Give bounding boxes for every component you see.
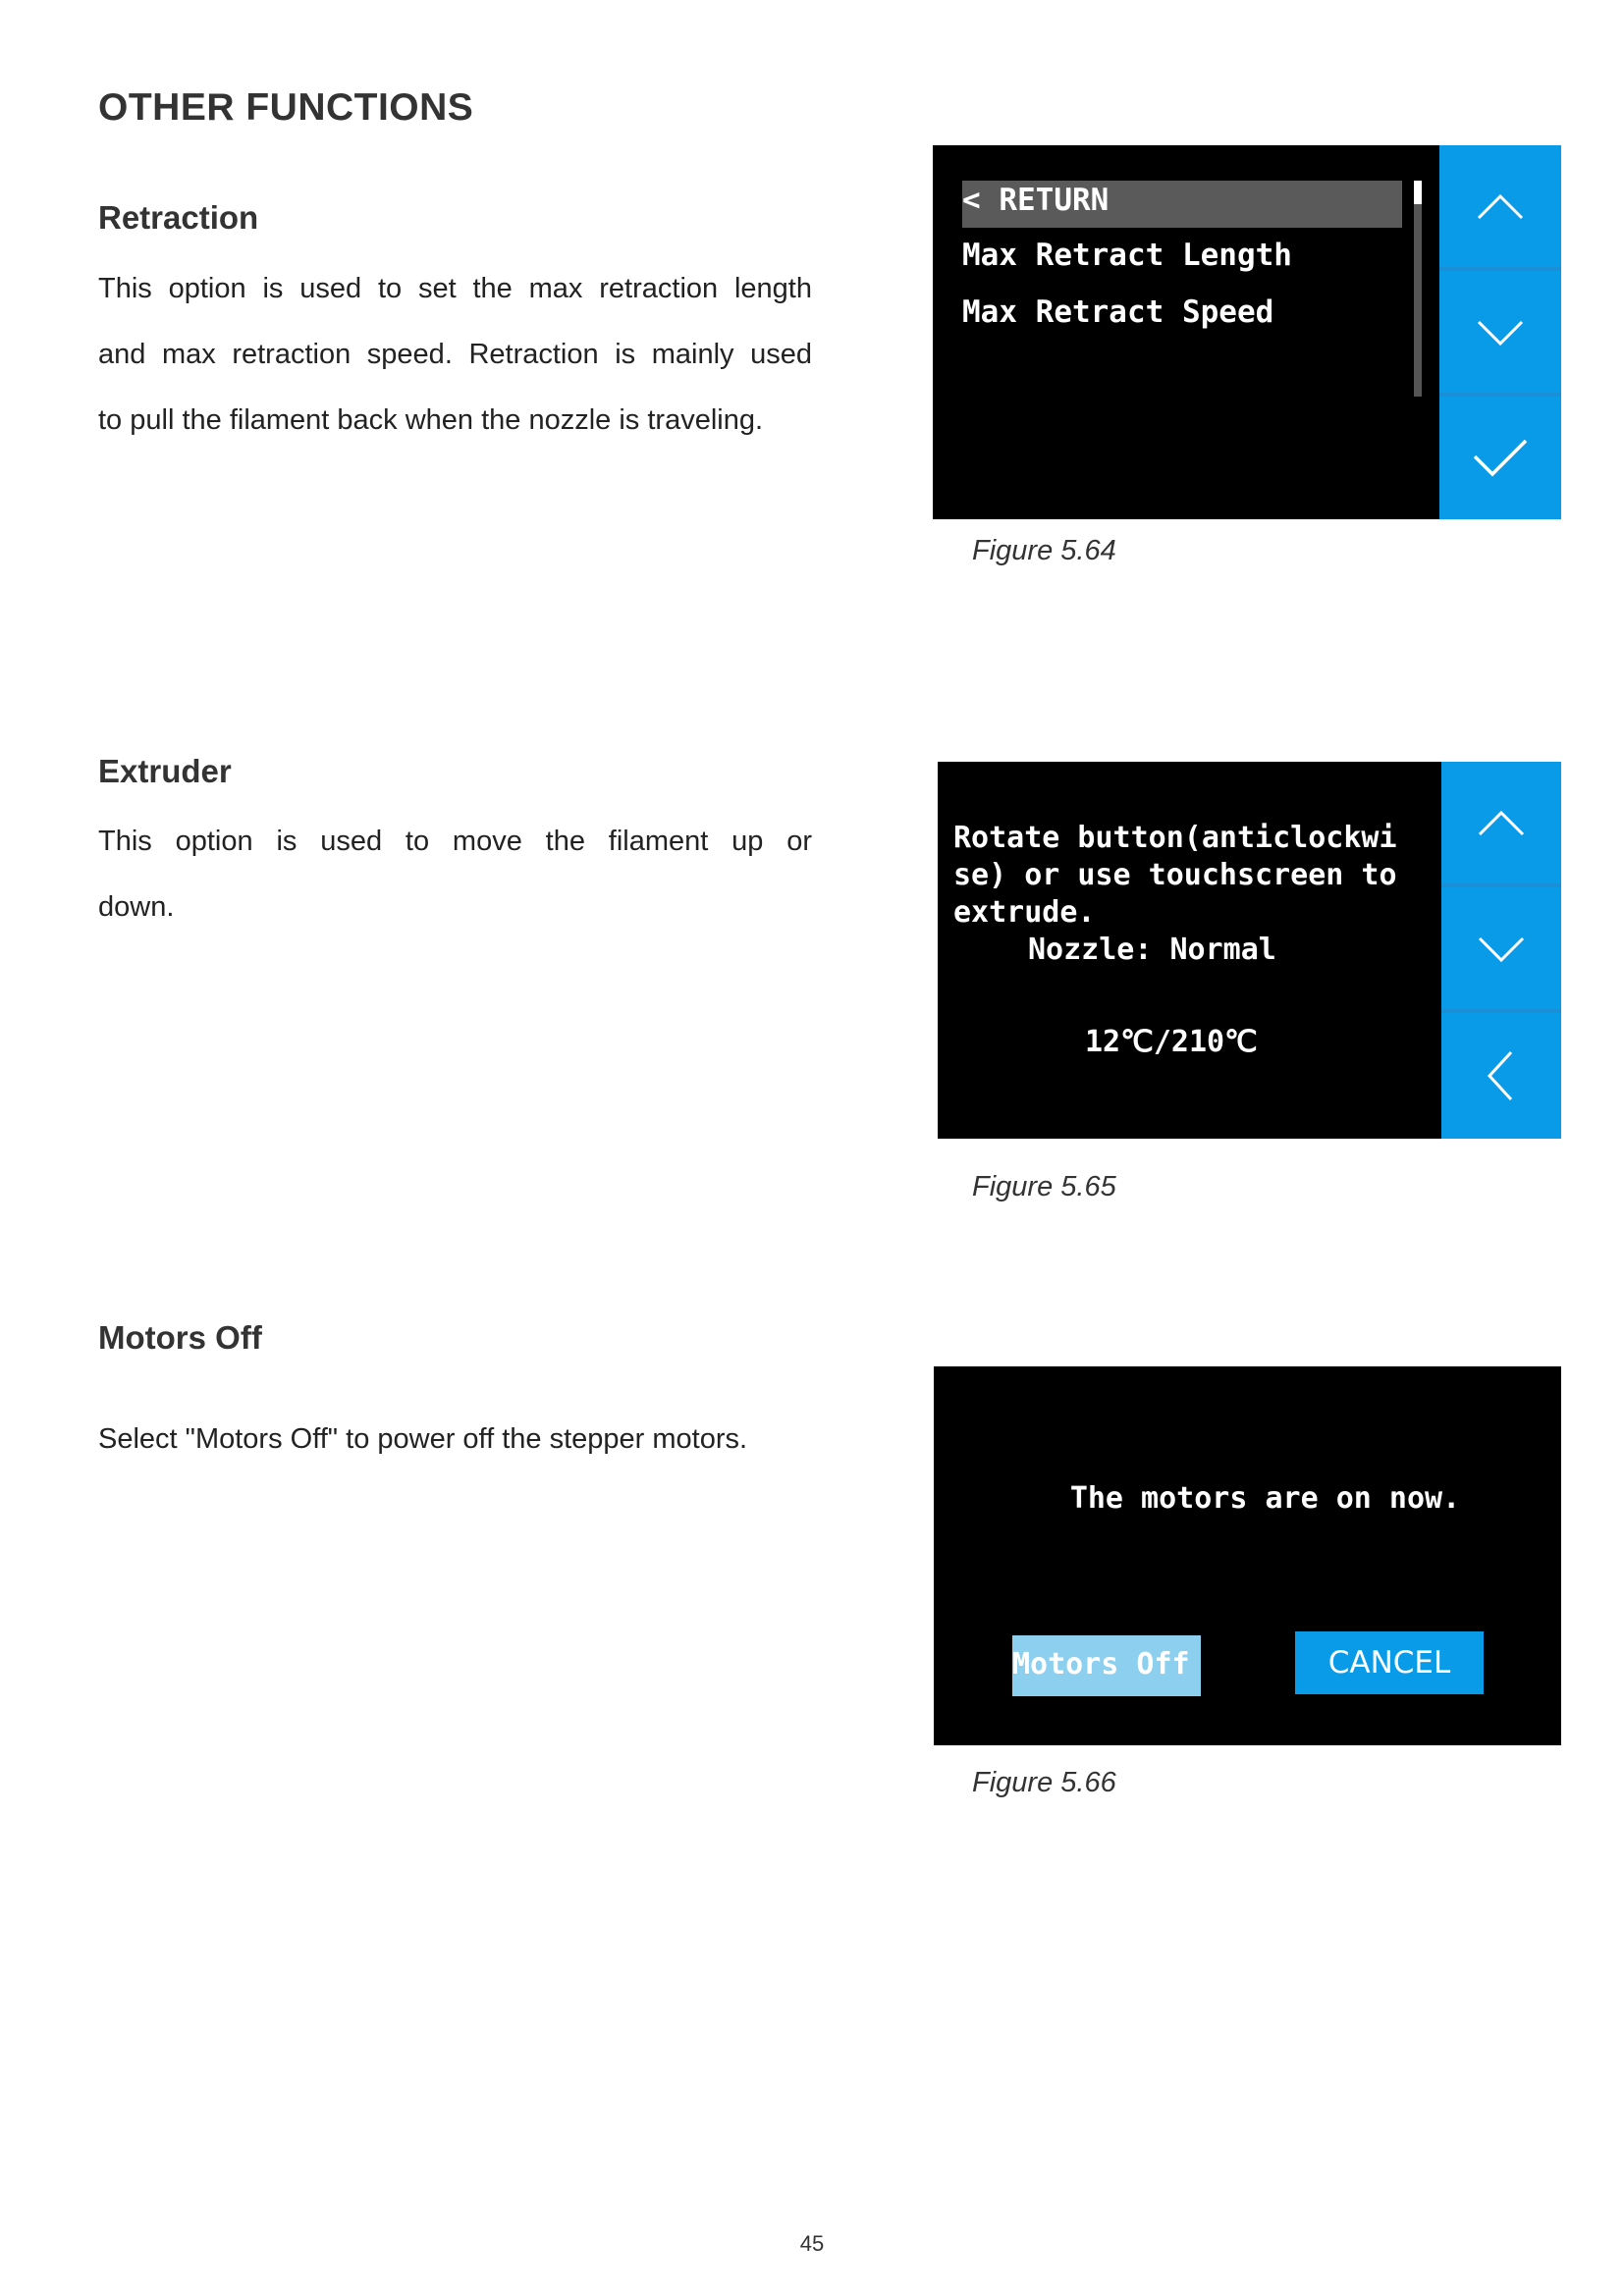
body-line: and max retraction speed. Retraction is mainly used — [98, 339, 812, 370]
body-line: to pull the filament back when the nozzle is traveling. — [98, 404, 764, 436]
extruder-screen — [938, 762, 1561, 1139]
figure-caption: Figure 5.66 — [972, 1767, 1116, 1798]
menu-item-max-retract-speed[interactable]: Max Retract Speed — [962, 294, 1274, 330]
motors-off-button[interactable] — [1012, 1635, 1201, 1696]
page-number: 45 — [799, 2231, 825, 2256]
extrude-instructions-line: se) or use touchscreen to — [953, 858, 1397, 892]
section-body-retraction — [98, 256, 812, 454]
up-arrow-icon — [1474, 803, 1529, 842]
up-arrow-icon — [1473, 187, 1528, 226]
figure-caption: Figure 5.65 — [972, 1171, 1116, 1202]
back-arrow-icon — [1474, 1048, 1529, 1103]
scrollbar-thumb[interactable] — [1414, 181, 1422, 204]
down-arrow-icon — [1473, 312, 1528, 351]
body-line: This option is used to set the max retraction length — [98, 273, 812, 304]
up-button[interactable] — [1441, 762, 1561, 883]
extrude-instructions-line: extrude. — [953, 895, 1096, 930]
section-title-retraction: Retraction — [98, 199, 259, 236]
body-line: down. — [98, 891, 175, 923]
check-icon — [1473, 439, 1528, 478]
body-line: Select "Motors Off" to power off the stepper motors. — [98, 1423, 748, 1455]
cancel-label: CANCEL — [1327, 1645, 1451, 1681]
button-sidebar — [1439, 145, 1561, 519]
motors-off-label: Motors Off — [1012, 1647, 1190, 1682]
section-body-motors-off — [98, 1407, 812, 1472]
back-button[interactable] — [1441, 1013, 1561, 1139]
motors-status-message: The motors are on now. — [1069, 1481, 1461, 1516]
retraction-screen — [933, 145, 1561, 519]
down-button[interactable] — [1439, 271, 1561, 393]
up-button[interactable] — [1439, 145, 1561, 267]
menu-item-max-retract-length[interactable]: Max Retract Length — [962, 238, 1292, 273]
down-button[interactable] — [1441, 887, 1561, 1009]
extrude-instructions-line: Rotate button(anticlockwi — [953, 821, 1397, 855]
menu-item-return[interactable]: < RETURN — [962, 183, 1110, 218]
button-sidebar — [1441, 762, 1561, 1139]
scrollbar[interactable] — [1414, 181, 1422, 397]
confirm-button[interactable] — [1439, 397, 1561, 519]
page-heading: OTHER FUNCTIONS — [98, 86, 474, 129]
down-arrow-icon — [1474, 929, 1529, 968]
section-title-motors-off: Motors Off — [98, 1319, 262, 1356]
body-line: This option is used to move the filament up or — [98, 826, 812, 857]
motors-off-screen — [934, 1366, 1561, 1745]
section-body-extruder — [98, 809, 812, 940]
section-title-extruder: Extruder — [98, 753, 232, 789]
temperature-readout: 12℃/210℃ — [1085, 1025, 1258, 1059]
cancel-button[interactable] — [1295, 1631, 1484, 1694]
figure-caption: Figure 5.64 — [972, 535, 1116, 566]
nozzle-status: Nozzle: Normal — [1028, 933, 1276, 967]
